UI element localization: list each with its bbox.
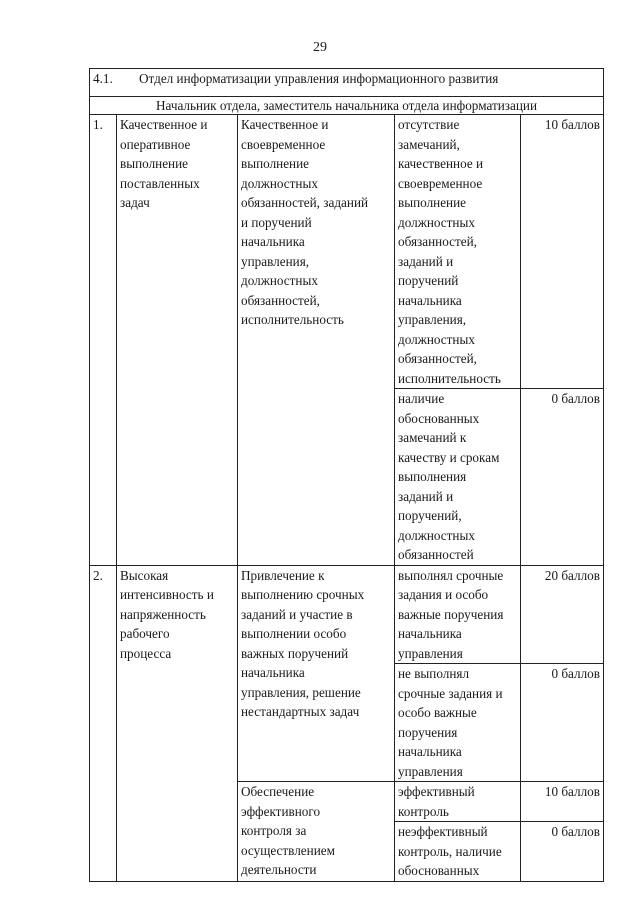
condition-cell: не выполнял срочные задания и особо важные поручения начальника управления — [395, 664, 521, 782]
criterion-cell: Качественное и оперативное выполнение поставленных задач — [117, 115, 238, 566]
points-cell: 0 баллов — [521, 664, 604, 782]
table-row — [90, 565, 604, 664]
indicator-cell: Обеспечение эффективного контроля за осуществлением деятельности — [238, 782, 395, 882]
positions-row — [90, 97, 604, 115]
section-header — [90, 69, 604, 97]
points-cell: 20 баллов — [521, 565, 604, 664]
indicator-cell: Привлечение к выполнению срочных заданий и участие в выполнении особо важных поручений начальника управления, решение нестандартных задач — [238, 565, 395, 782]
page-number: 29 — [313, 40, 327, 55]
positions-cell: Начальник отдела, заместитель начальника отдела информатизации — [90, 97, 604, 115]
condition-cell: отсутствие замечаний, качественное и своевременное выполнение должностных обязанностей, заданий и поручений начальника управления, должностных обязанностей, исполнительность — [395, 115, 521, 389]
condition-cell: эффективный контроль — [395, 782, 521, 822]
points-cell: 10 баллов — [521, 115, 604, 389]
condition-cell: неэффективный контроль, наличие обоснованных — [395, 822, 521, 882]
criteria-table — [89, 68, 604, 882]
criterion-cell: Высокая интенсивность и напряженность рабочего процесса — [117, 565, 238, 881]
section-number: 4.1. — [93, 71, 113, 86]
points-cell: 10 баллов — [521, 782, 604, 822]
row-number: 1. — [90, 115, 117, 566]
points-cell: 0 баллов — [521, 389, 604, 566]
section-title: Отдел информатизации управления информационного развития — [139, 71, 499, 86]
section-header-row — [90, 69, 604, 97]
indicator-cell: Качественное и своевременное выполнение должностных обязанностей, заданий и поручений начальника управления, должностных обязанностей, исполнительность — [238, 115, 395, 566]
row-number: 2. — [90, 565, 117, 881]
condition-cell: выполнял срочные задания и особо важные поручения начальника управления — [395, 565, 521, 664]
points-cell: 0 баллов — [521, 822, 604, 882]
condition-cell: наличие обоснованных замечаний к качеству и срокам выполнения заданий и поручений, должностных обязанностей — [395, 389, 521, 566]
table-row — [90, 115, 604, 389]
